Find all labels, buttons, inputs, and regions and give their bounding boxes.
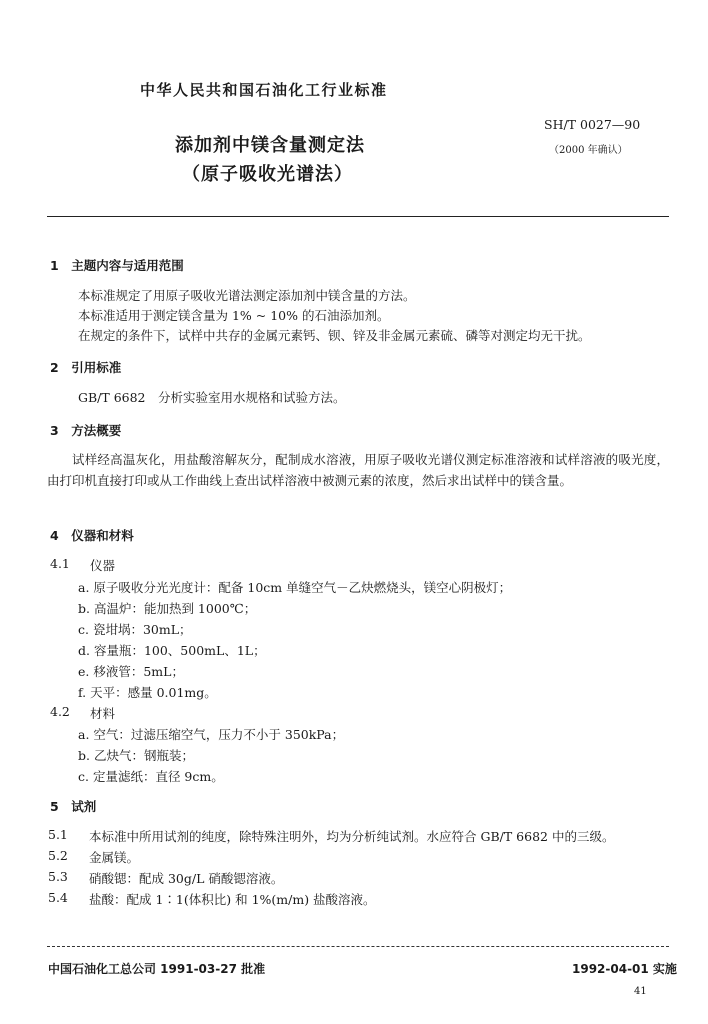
header-divider <box>47 216 669 217</box>
section-1-heading: 1 主题内容与适用范围 <box>50 258 184 273</box>
standard-code: SH/T 0027—90 <box>544 117 641 132</box>
industry-standard-heading: 中华人民共和国石油化工行业标准 <box>140 81 388 99</box>
material-item: b. 乙炔气：钢瓶装； <box>78 748 194 763</box>
subsection-4-2-title: 材料 <box>90 706 116 721</box>
section-5-heading: 5 试剂 <box>50 799 97 814</box>
footer-divider <box>47 946 669 947</box>
material-item: c. 定量滤纸：直径 9cm。 <box>78 769 224 784</box>
instrument-item: b. 高温炉：能加热到 1000℃； <box>78 601 257 616</box>
subsection-4-1-title: 仪器 <box>90 558 116 573</box>
section-1-paragraph-3: 在规定的条件下，试样中共存的金属元素钙、钡、锌及非金属元素硫、磷等对测定均无干扰。 <box>78 328 591 343</box>
reagent-number: 5.3 <box>48 869 68 884</box>
subsection-4-2-number: 4.2 <box>50 704 70 719</box>
reagent-text: 本标准中所用试剂的纯度，除特殊注明外，均为分析纯试剂。水应符合 GB/T 6682 中的三级。 <box>89 829 615 844</box>
document-title: 添加剂中镁含量测定法 <box>175 135 365 156</box>
reagent-text: 金属镁。 <box>89 850 140 865</box>
reagent-number: 5.1 <box>48 827 68 842</box>
section-1-paragraph-1: 本标准规定了用原子吸收光谱法测定添加剂中镁含量的方法。 <box>78 288 416 303</box>
reagent-number: 5.2 <box>48 848 68 863</box>
subsection-4-1-number: 4.1 <box>50 556 70 571</box>
reagent-text: 盐酸：配成 1∶1(体积比) 和 1%(m/m) 盐酸溶液。 <box>89 892 376 907</box>
reagent-text: 硝酸锶：配成 30g/L 硝酸锶溶液。 <box>89 871 284 886</box>
instrument-item: d. 容量瓶：100、500mL、1L； <box>78 643 266 658</box>
section-4-heading: 4 仪器和材料 <box>50 528 134 543</box>
instrument-item: c. 瓷坩埚：30mL； <box>78 622 192 637</box>
reagent-number: 5.4 <box>48 890 68 905</box>
material-item: a. 空气：过滤压缩空气，压力不小于 350kPa； <box>78 727 345 742</box>
instrument-item: a. 原子吸收分光光度计：配备 10cm 单缝空气－乙炔燃烧头，镁空心阴极灯； <box>78 580 512 595</box>
implementation-date: 1992-04-01 实施 <box>572 962 677 976</box>
confirmation-year: （2000 年确认） <box>549 145 628 156</box>
section-3-paragraph: 试样经高温灰化，用盐酸溶解灰分，配制成水溶液，用原子吸收光谱仪测定标准溶液和试样溶液的吸光度，由打印机直接打印或从工作曲线上查出试样溶液中被测元素的浓度，然后求出试样中的镁含量。 <box>47 452 669 488</box>
instrument-item: e. 移液管：5mL； <box>78 664 184 679</box>
section-2-reference: GB/T 6682 分析实验室用水规格和试验方法。 <box>78 390 346 405</box>
approval-date: 中国石油化工总公司 1991-03-27 批准 <box>48 962 266 976</box>
section-2-heading: 2 引用标准 <box>50 360 122 375</box>
instrument-item: f. 天平：感量 0.01mg。 <box>78 685 217 700</box>
page-number: 41 <box>634 986 647 997</box>
section-1-paragraph-2: 本标准适用于测定镁含量为 1% ~ 10% 的石油添加剂。 <box>78 308 390 323</box>
section-3-heading: 3 方法概要 <box>50 423 122 438</box>
document-subtitle: （原子吸收光谱法） <box>182 164 353 185</box>
